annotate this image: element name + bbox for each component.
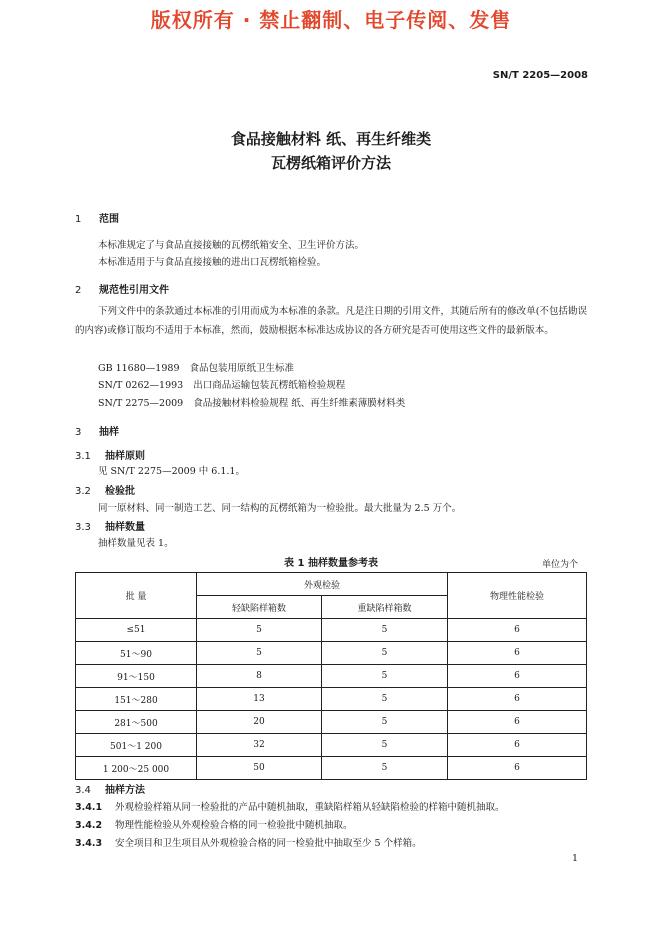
section-number: 2 bbox=[75, 285, 82, 296]
table-row bbox=[76, 711, 587, 734]
reference-item bbox=[98, 395, 405, 409]
reference-item bbox=[98, 377, 345, 391]
header-appearance: 外观检验 bbox=[197, 573, 448, 596]
cell-batch: 91～150 bbox=[76, 665, 197, 688]
section-title: 抽样方法 bbox=[105, 785, 145, 796]
section-title: 范围 bbox=[99, 214, 119, 225]
section-3-3-heading bbox=[75, 518, 145, 533]
section-3-1-heading bbox=[75, 447, 145, 462]
sampling-table bbox=[75, 572, 587, 780]
table-row bbox=[76, 757, 587, 780]
table-row bbox=[76, 665, 587, 688]
cell-physical: 6 bbox=[448, 619, 587, 642]
table-row bbox=[76, 734, 587, 757]
cell-batch: 1 200～25 000 bbox=[76, 757, 197, 780]
clause-3-4-3 bbox=[75, 835, 422, 849]
cell-light: 50 bbox=[197, 757, 322, 780]
reference-title: 出口商品运输包装瓦楞纸箱检验规程 bbox=[193, 380, 346, 391]
reference-item bbox=[98, 360, 294, 374]
section-number: 3.4 bbox=[75, 785, 91, 796]
document-title-line1: 食品接触材料 纸、再生纤维类 bbox=[230, 130, 432, 148]
section-number: 3.1 bbox=[75, 451, 91, 462]
table-row bbox=[76, 688, 587, 711]
cell-heavy: 5 bbox=[322, 642, 448, 665]
cell-light: 20 bbox=[197, 711, 322, 734]
normative-references-intro: 下列文件中的条款通过本标准的引用而成为本标准的条款。凡是注日期的引用文件，其随后所有的修改单(不包括勘误的内容)或修订版均不适用于本标准，然而，鼓励根据本标准达成协议的各方研究是否可使用这些文件的最新版本。 bbox=[75, 306, 587, 336]
section-3-4-heading bbox=[75, 781, 145, 796]
scope-paragraph-2: 本标准适用于与食品直接接触的进出口瓦楞纸箱检验。 bbox=[98, 257, 327, 268]
reference-code: GB 11680—1989 bbox=[98, 363, 180, 374]
header-light-defect: 轻缺陷样箱数 bbox=[197, 596, 322, 619]
table-row bbox=[76, 642, 587, 665]
section-3-heading bbox=[75, 423, 119, 438]
header-heavy-defect: 重缺陷样箱数 bbox=[322, 596, 448, 619]
section-2-heading bbox=[75, 281, 169, 296]
sample-quantity-text: 抽样数量见表 1。 bbox=[98, 538, 174, 549]
section-1-heading bbox=[75, 210, 119, 225]
table-row bbox=[76, 619, 587, 642]
clause-number: 3.4.2 bbox=[75, 820, 103, 831]
inspection-lot-text: 同一原材料、同一制造工艺、同一结构的瓦楞纸箱为一检验批。最大批量为 2.5 万个。 bbox=[98, 503, 462, 514]
cell-physical: 6 bbox=[448, 642, 587, 665]
cell-batch: ≤51 bbox=[76, 619, 197, 642]
section-title: 抽样数量 bbox=[105, 522, 145, 533]
section-title: 抽样原则 bbox=[105, 451, 145, 462]
section-3-2-heading bbox=[75, 482, 135, 497]
cell-heavy: 5 bbox=[322, 734, 448, 757]
section-number: 3 bbox=[75, 427, 82, 438]
cell-physical: 6 bbox=[448, 757, 587, 780]
cell-heavy: 5 bbox=[322, 665, 448, 688]
cell-batch: 51～90 bbox=[76, 642, 197, 665]
table-caption: 表 1 抽样数量参考表 bbox=[284, 558, 378, 569]
reference-title: 食品包装用原纸卫生标准 bbox=[189, 363, 295, 374]
sampling-principle-text: 见 SN/T 2275—2009 中 6.1.1。 bbox=[98, 466, 245, 477]
clause-text: 安全项目和卫生项目从外观检验合格的同一检验批中抽取至少 5 个样箱。 bbox=[115, 838, 422, 849]
reference-title: 食品接触材料检验规程 纸、再生纤维素薄膜材料类 bbox=[193, 398, 406, 409]
clause-number: 3.4.3 bbox=[75, 838, 103, 849]
scope-paragraph-1: 本标准规定了与食品直接接触的瓦楞纸箱安全、卫生评价方法。 bbox=[98, 240, 365, 251]
section-title: 检验批 bbox=[105, 486, 135, 497]
cell-heavy: 5 bbox=[322, 619, 448, 642]
clause-text: 外观检验样箱从同一检验批的产品中随机抽取，重缺陷样箱从轻缺陷检验的样箱中随机抽取。 bbox=[115, 802, 505, 813]
cell-physical: 6 bbox=[448, 734, 587, 757]
cell-heavy: 5 bbox=[322, 757, 448, 780]
clause-text: 物理性能检验从外观检验合格的同一检验批中随机抽取。 bbox=[115, 820, 353, 831]
cell-physical: 6 bbox=[448, 665, 587, 688]
reference-code: SN/T 2275—2009 bbox=[98, 398, 184, 409]
section-number: 3.3 bbox=[75, 522, 91, 533]
table-unit: 单位为个 bbox=[541, 560, 578, 570]
header-batch: 批 量 bbox=[76, 573, 197, 619]
standard-code: SN/T 2205—2008 bbox=[492, 70, 588, 81]
cell-heavy: 5 bbox=[322, 688, 448, 711]
cell-batch: 151～280 bbox=[76, 688, 197, 711]
cell-batch: 501～1 200 bbox=[76, 734, 197, 757]
cell-light: 5 bbox=[197, 642, 322, 665]
cell-light: 8 bbox=[197, 665, 322, 688]
cell-light: 13 bbox=[197, 688, 322, 711]
section-title: 规范性引用文件 bbox=[99, 285, 169, 296]
header-physical: 物理性能检验 bbox=[448, 573, 587, 619]
cell-light: 5 bbox=[197, 619, 322, 642]
cell-physical: 6 bbox=[448, 711, 587, 734]
copyright-banner: 版权所有 · 禁止翻制、电子传阅、发售 bbox=[150, 8, 512, 32]
cell-batch: 281～500 bbox=[76, 711, 197, 734]
section-number: 1 bbox=[75, 214, 82, 225]
section-title: 抽样 bbox=[99, 427, 119, 438]
document-title-line2: 瓦楞纸箱评价方法 bbox=[270, 154, 391, 172]
section-number: 3.2 bbox=[75, 486, 91, 497]
cell-physical: 6 bbox=[448, 688, 587, 711]
clause-3-4-2 bbox=[75, 817, 353, 831]
clause-3-4-1 bbox=[75, 799, 505, 813]
reference-code: SN/T 0262—1993 bbox=[98, 380, 184, 391]
clause-number: 3.4.1 bbox=[75, 802, 103, 813]
cell-heavy: 5 bbox=[322, 711, 448, 734]
cell-light: 32 bbox=[197, 734, 322, 757]
page-number: 1 bbox=[571, 853, 578, 864]
